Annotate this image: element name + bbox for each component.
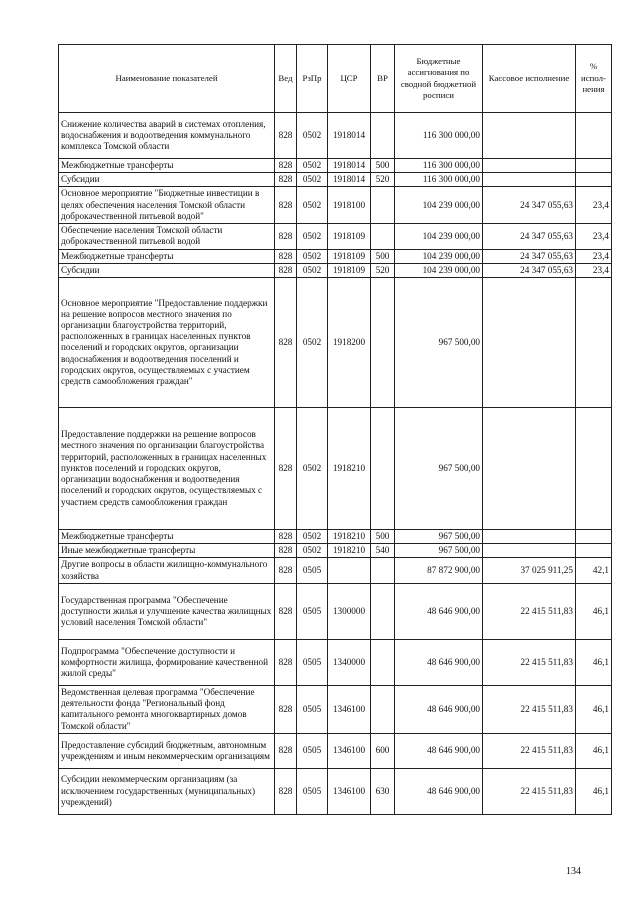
table-row	[59, 277, 612, 407]
table-row	[59, 159, 612, 173]
cell-name: Государственная программа "Обеспечение доступности жилья и улучшение качества жилищных условий населения Томской области"	[59, 583, 275, 639]
cell-vr	[371, 407, 395, 529]
cell-rzpr: 0502	[297, 173, 328, 187]
cell-csr: 1918109	[328, 249, 371, 263]
cell-vr	[371, 277, 395, 407]
cell-rzpr: 0502	[297, 544, 328, 558]
cell-vr	[371, 639, 395, 685]
cell-csr: 1918210	[328, 544, 371, 558]
cell-vr: 500	[371, 249, 395, 263]
cell-rzpr: 0502	[297, 407, 328, 529]
cell-ved: 828	[275, 407, 297, 529]
cell-csr: 1918210	[328, 407, 371, 529]
cell-csr	[328, 558, 371, 583]
cell-vr: 630	[371, 768, 395, 814]
cell-rzpr: 0502	[297, 277, 328, 407]
cell-ved: 828	[275, 224, 297, 249]
cell-ved: 828	[275, 159, 297, 173]
cell-ved: 828	[275, 685, 297, 733]
cell-assign: 967 500,00	[395, 407, 483, 529]
cell-csr: 1918109	[328, 263, 371, 277]
cell-name: Межбюджетные трансферты	[59, 249, 275, 263]
cell-vr	[371, 187, 395, 224]
cell-pct: 23,4	[576, 187, 612, 224]
cell-rzpr: 0502	[297, 159, 328, 173]
cell-ved: 828	[275, 113, 297, 159]
cell-pct	[576, 173, 612, 187]
cell-pct: 46,1	[576, 768, 612, 814]
cell-pct: 23,4	[576, 224, 612, 249]
cell-cash	[483, 113, 576, 159]
cell-rzpr: 0502	[297, 187, 328, 224]
header-name: Наименование показателей	[59, 45, 275, 113]
cell-vr	[371, 224, 395, 249]
cell-pct: 42,1	[576, 558, 612, 583]
cell-rzpr: 0505	[297, 639, 328, 685]
cell-name: Субсидии	[59, 263, 275, 277]
cell-assign: 48 646 900,00	[395, 639, 483, 685]
cell-assign: 116 300 000,00	[395, 173, 483, 187]
cell-rzpr: 0502	[297, 249, 328, 263]
cell-csr: 1346100	[328, 685, 371, 733]
cell-name: Иные межбюджетные трансферты	[59, 544, 275, 558]
cell-pct: 46,1	[576, 639, 612, 685]
page-number: 134	[566, 866, 581, 877]
cell-assign: 104 239 000,00	[395, 263, 483, 277]
cell-pct	[576, 529, 612, 543]
cell-vr: 500	[371, 529, 395, 543]
cell-ved: 828	[275, 733, 297, 768]
cell-name: Подпрограмма "Обеспечение доступности и комфортности жилища, формирование качественной жилой среды"	[59, 639, 275, 685]
cell-ved: 828	[275, 263, 297, 277]
cell-assign: 104 239 000,00	[395, 249, 483, 263]
cell-assign: 48 646 900,00	[395, 685, 483, 733]
header-assignments: Бюджетные ассигнования по сводной бюджетной росписи	[395, 45, 483, 113]
table-row	[59, 733, 612, 768]
cell-vr: 540	[371, 544, 395, 558]
cell-ved: 828	[275, 768, 297, 814]
cell-assign: 967 500,00	[395, 277, 483, 407]
cell-assign: 48 646 900,00	[395, 583, 483, 639]
cell-assign: 967 500,00	[395, 529, 483, 543]
cell-cash: 22 415 511,83	[483, 685, 576, 733]
cell-assign: 116 300 000,00	[395, 113, 483, 159]
cell-vr: 520	[371, 263, 395, 277]
cell-rzpr: 0505	[297, 685, 328, 733]
budget-execution-table	[58, 44, 612, 815]
cell-ved: 828	[275, 173, 297, 187]
table-row	[59, 583, 612, 639]
cell-rzpr: 0505	[297, 733, 328, 768]
cell-pct	[576, 544, 612, 558]
cell-name: Основное мероприятие "Бюджетные инвестиции в целях обеспечения населения Томской области доброкачественной питьевой водой"	[59, 187, 275, 224]
table-row	[59, 113, 612, 159]
table-row	[59, 263, 612, 277]
cell-rzpr: 0502	[297, 263, 328, 277]
cell-pct	[576, 159, 612, 173]
cell-cash: 22 415 511,83	[483, 639, 576, 685]
cell-pct: 46,1	[576, 733, 612, 768]
cell-name: Основное мероприятие "Предоставление поддержки на решение вопросов местного значения по организации благоустройства территорий, расположенных в границах населенных пунктов поселений и городских округов, организации водоснабжения и водоотведения поселений и городских округов, осуществляемых с участием средств самообложения граждан"	[59, 277, 275, 407]
cell-pct	[576, 277, 612, 407]
cell-csr: 1918210	[328, 529, 371, 543]
table-header-row	[59, 45, 612, 113]
cell-ved: 828	[275, 187, 297, 224]
cell-assign: 48 646 900,00	[395, 733, 483, 768]
cell-vr: 500	[371, 159, 395, 173]
cell-name: Межбюджетные трансферты	[59, 529, 275, 543]
cell-cash: 37 025 911,25	[483, 558, 576, 583]
cell-assign: 967 500,00	[395, 544, 483, 558]
cell-cash: 24 347 055,63	[483, 224, 576, 249]
cell-csr: 1300000	[328, 583, 371, 639]
cell-csr: 1918014	[328, 113, 371, 159]
table-row	[59, 187, 612, 224]
cell-cash	[483, 529, 576, 543]
cell-rzpr: 0505	[297, 583, 328, 639]
cell-pct: 46,1	[576, 685, 612, 733]
table-row	[59, 544, 612, 558]
cell-assign: 104 239 000,00	[395, 224, 483, 249]
table-row	[59, 558, 612, 583]
cell-rzpr: 0502	[297, 113, 328, 159]
header-csr: ЦСР	[328, 45, 371, 113]
cell-csr: 1918100	[328, 187, 371, 224]
cell-name: Межбюджетные трансферты	[59, 159, 275, 173]
cell-csr: 1340000	[328, 639, 371, 685]
cell-name: Другие вопросы в области жилищно-коммунального хозяйства	[59, 558, 275, 583]
header-vr: ВР	[371, 45, 395, 113]
cell-vr	[371, 113, 395, 159]
cell-cash	[483, 544, 576, 558]
cell-name: Субсидии некоммерческим организациям (за исключением государственных (муниципальных) учреждений)	[59, 768, 275, 814]
cell-vr	[371, 558, 395, 583]
cell-cash: 22 415 511,83	[483, 768, 576, 814]
cell-pct: 46,1	[576, 583, 612, 639]
cell-cash: 24 347 055,63	[483, 187, 576, 224]
cell-vr	[371, 685, 395, 733]
cell-cash	[483, 159, 576, 173]
table-row	[59, 768, 612, 814]
cell-cash: 22 415 511,83	[483, 733, 576, 768]
cell-rzpr: 0505	[297, 558, 328, 583]
header-rzpr: РзПр	[297, 45, 328, 113]
cell-vr: 600	[371, 733, 395, 768]
table-row	[59, 685, 612, 733]
cell-ved: 828	[275, 249, 297, 263]
cell-rzpr: 0502	[297, 224, 328, 249]
cell-cash	[483, 277, 576, 407]
cell-cash: 24 347 055,63	[483, 249, 576, 263]
cell-vr	[371, 583, 395, 639]
table-row	[59, 224, 612, 249]
table-row	[59, 173, 612, 187]
cell-csr: 1918200	[328, 277, 371, 407]
cell-rzpr: 0505	[297, 768, 328, 814]
cell-ved: 828	[275, 277, 297, 407]
cell-name: Предоставление субсидий бюджетным, автономным учреждениям и иным некоммерческим организациям	[59, 733, 275, 768]
cell-csr: 1918109	[328, 224, 371, 249]
cell-csr: 1918014	[328, 173, 371, 187]
cell-ved: 828	[275, 583, 297, 639]
cell-vr: 520	[371, 173, 395, 187]
table-row	[59, 529, 612, 543]
cell-cash	[483, 407, 576, 529]
cell-cash: 24 347 055,63	[483, 263, 576, 277]
header-execution-percent: % испол-нения	[576, 45, 612, 113]
cell-assign: 87 872 900,00	[395, 558, 483, 583]
cell-name: Субсидии	[59, 173, 275, 187]
cell-cash	[483, 173, 576, 187]
cell-assign: 104 239 000,00	[395, 187, 483, 224]
cell-name: Снижение количества аварий в системах отопления, водоснабжения и водоотведения коммунального комплекса Томской области	[59, 113, 275, 159]
cell-name: Ведомственная целевая программа "Обеспечение деятельности фонда "Региональный фонд капитального ремонта многоквартирных домов Томской области"	[59, 685, 275, 733]
cell-csr: 1918014	[328, 159, 371, 173]
cell-ved: 828	[275, 544, 297, 558]
cell-pct	[576, 407, 612, 529]
cell-ved: 828	[275, 529, 297, 543]
cell-csr: 1346100	[328, 768, 371, 814]
cell-rzpr: 0502	[297, 529, 328, 543]
header-cash-execution: Кассовое исполнение	[483, 45, 576, 113]
cell-ved: 828	[275, 639, 297, 685]
cell-csr: 1346100	[328, 733, 371, 768]
cell-pct: 23,4	[576, 263, 612, 277]
cell-name: Обеспечение населения Томской области доброкачественной питьевой водой	[59, 224, 275, 249]
cell-assign: 48 646 900,00	[395, 768, 483, 814]
cell-pct: 23,4	[576, 249, 612, 263]
table-row	[59, 639, 612, 685]
cell-pct	[576, 113, 612, 159]
cell-name: Предоставление поддержки на решение вопросов местного значения по организации благоустройства территорий, расположенных в границах населенных пунктов поселений и городских округов, организации водоснабжения и водоотведения поселений и городских округов, осуществляемых с участием средств самообложения граждан	[59, 407, 275, 529]
table-row	[59, 249, 612, 263]
cell-assign: 116 300 000,00	[395, 159, 483, 173]
table-row	[59, 407, 612, 529]
cell-cash: 22 415 511,83	[483, 583, 576, 639]
header-ved: Вед	[275, 45, 297, 113]
cell-ved: 828	[275, 558, 297, 583]
